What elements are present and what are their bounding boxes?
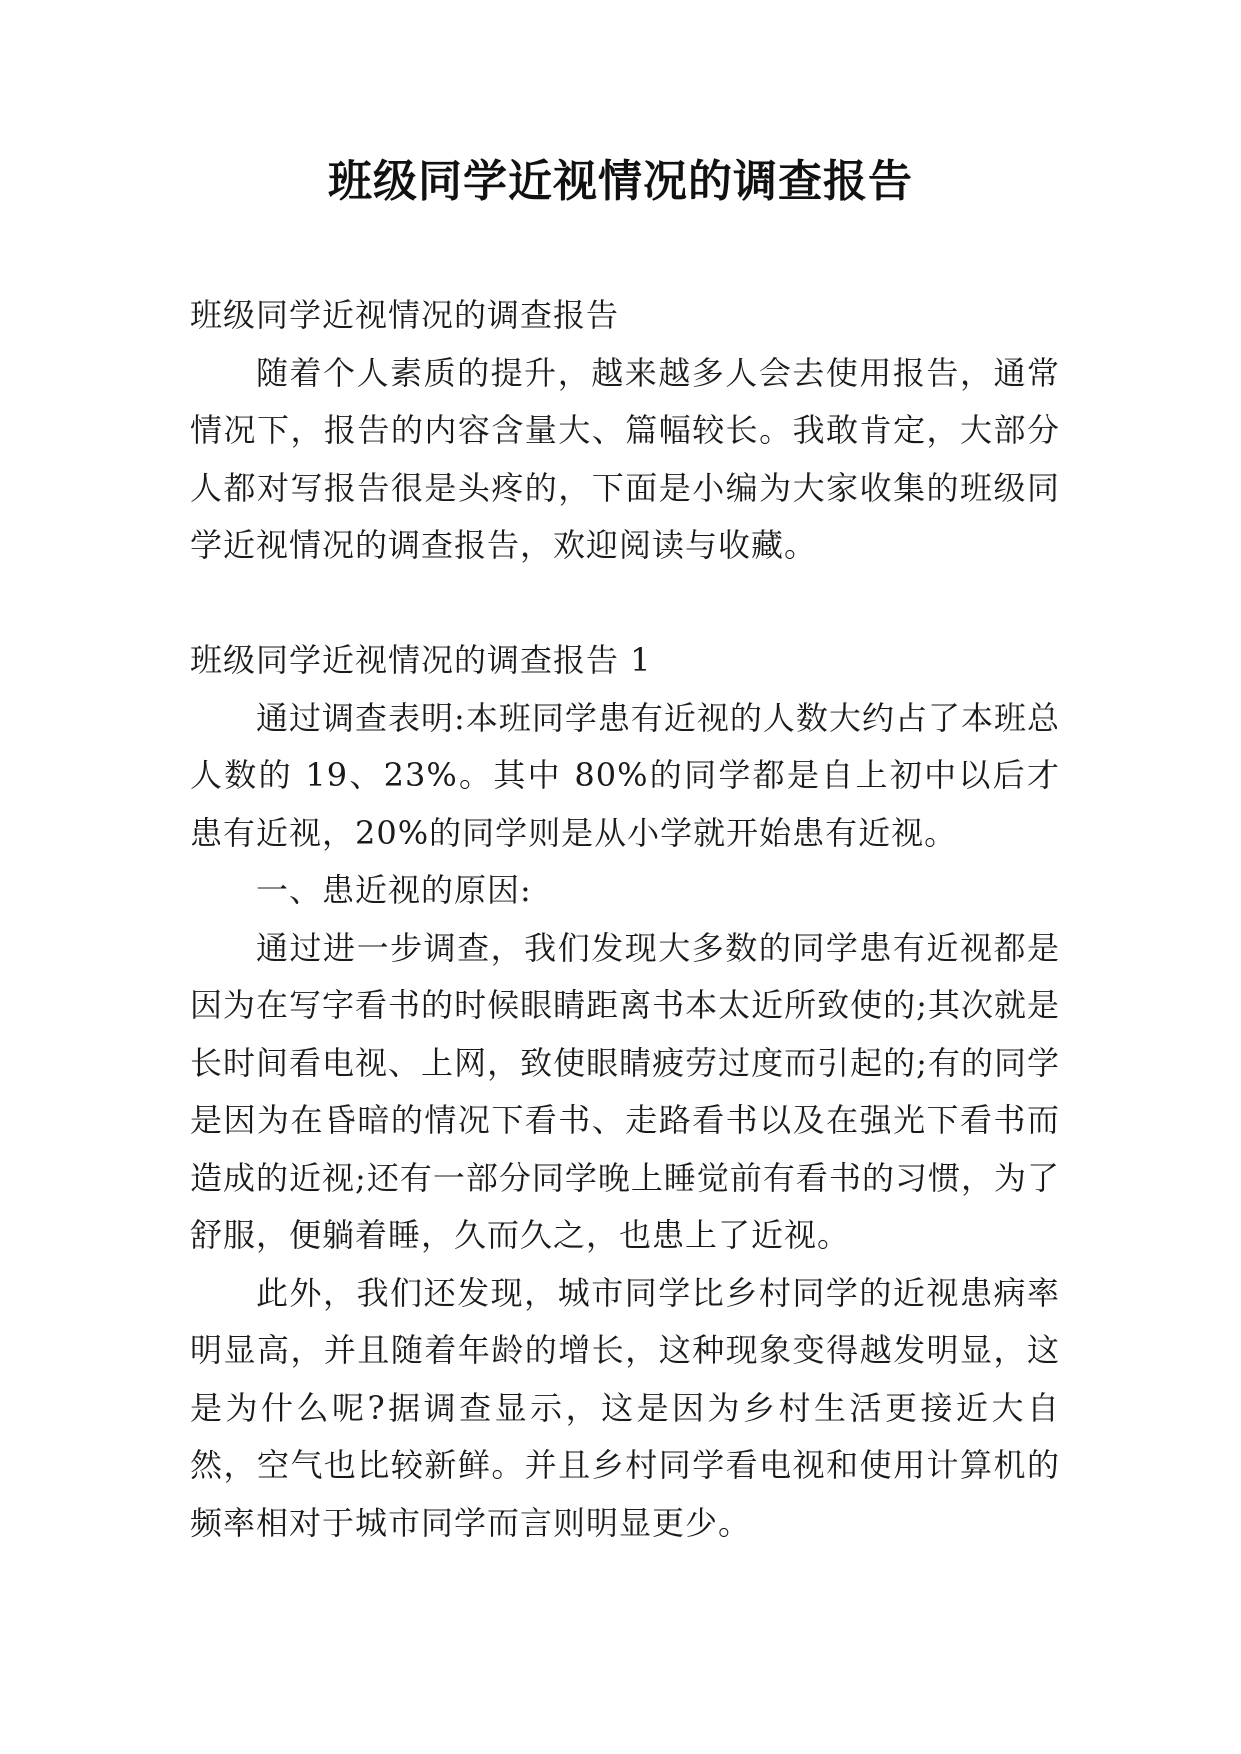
intro-heading: 班级同学近视情况的调查报告 [190, 296, 620, 334]
section-1-subheading-causes: 一、患近视的原因: [256, 871, 532, 909]
section-1-heading: 班级同学近视情况的调查报告 1 [190, 641, 652, 679]
section-gap [190, 575, 1060, 633]
document-title: 班级同学近视情况的调查报告 [328, 156, 913, 207]
section-1-paragraph-3: 此外，我们还发现，城市同学比乡村同学的近视患病率明显高，并且随着年龄的增长，这种现象变得越发明显，这是为什么呢?据调查显示，这是因为乡村生活更接近大自然，空气也比较新鲜。并且乡村同学看电视和使用计算机的频率相对于城市同学而言则明显更少。 [190, 1273, 1060, 1542]
document-body [190, 287, 1060, 1552]
intro-paragraph: 随着个人素质的提升，越来越多人会去使用报告，通常情况下，报告的内容含量大、篇幅较长。我敢肯定，大部分人都对写报告很是头疼的，下面是小编为大家收集的班级同学近视情况的调查报告，欢迎阅读与收藏。 [190, 353, 1060, 564]
section-1-paragraph-1: 通过调查表明:本班同学患有近视的人数大约占了本班总人数的 19、23%。其中 80%的同学都是自上初中以后才患有近视，20%的同学则是从小学就开始患有近视。 [190, 698, 1060, 852]
section-1-paragraph-2: 通过进一步调查，我们发现大多数的同学患有近视都是因为在写字看书的时候眼睛距离书本太近所致使的;其次就是长时间看电视、上网，致使眼睛疲劳过度而引起的;有的同学是因为在昏暗的情况下看书、走路看书以及在强光下看书而造成的近视;还有一部分同学晚上睡觉前有看书的习惯，为了舒服，便躺着睡，久而久之，也患上了近视。 [190, 928, 1060, 1254]
